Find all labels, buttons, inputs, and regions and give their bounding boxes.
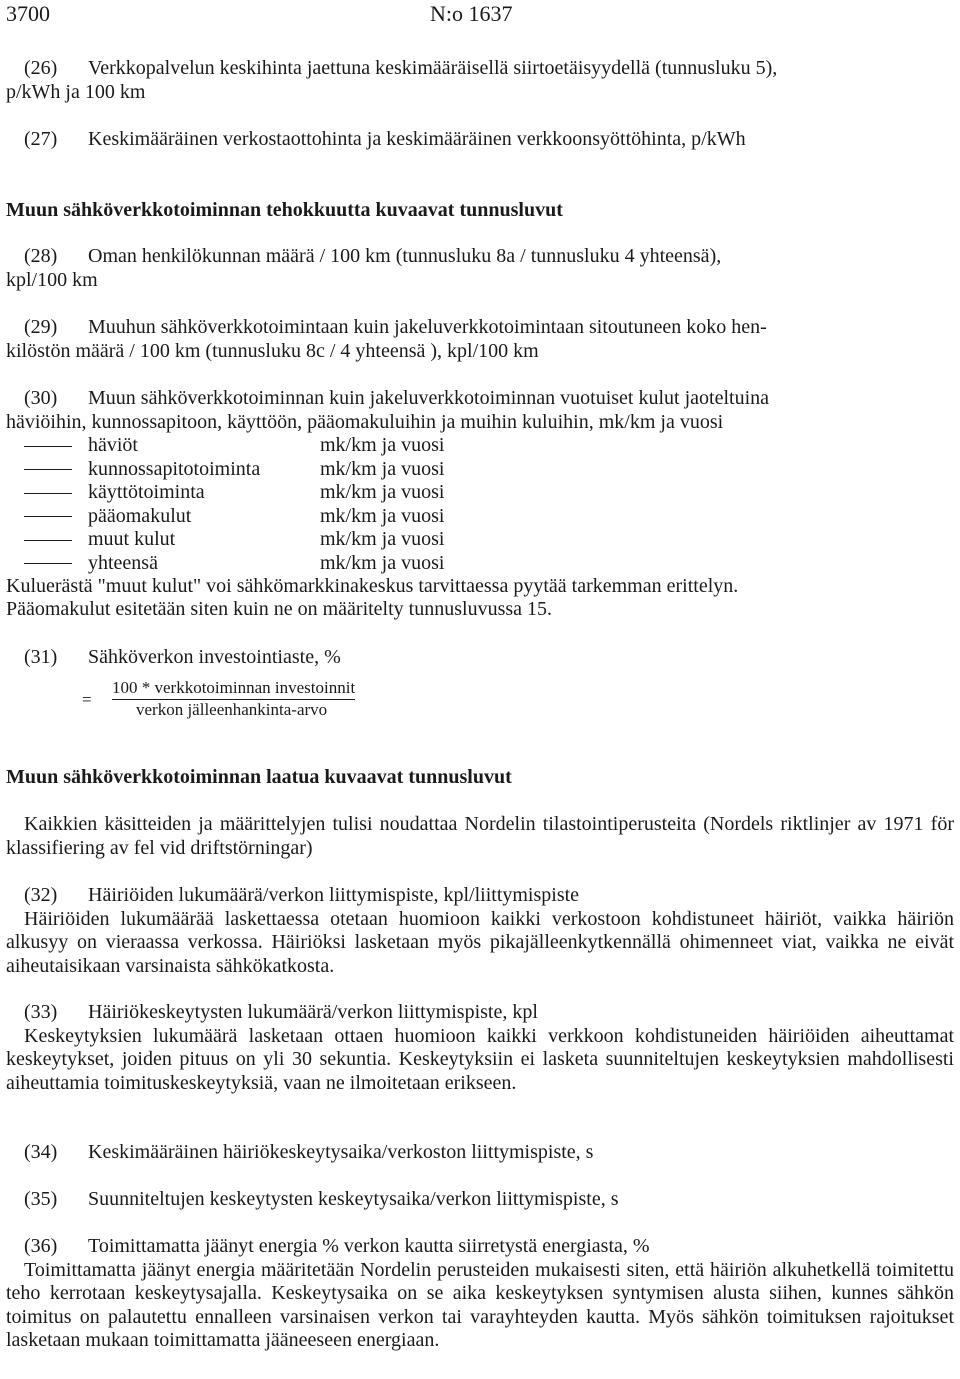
item-body: Häiriöiden lukumäärää laskettaessa otetaan huomioon kaikki verkostoon kohdistuneet häiriöt, vaikka häiriön alkusyy on vieraassa verkossa. Häiriöksi lasketaan myös pikajälleenkytkennällä ohimenneet viat, vaikka ne eivät aiheutaisikaan varsinaista sähkökatkosta. bbox=[6, 907, 954, 977]
item-text: Häiriöiden lukumäärä/verkon liittymispiste, kpl/liittymispiste bbox=[88, 884, 580, 906]
cost-unit: mk/km ja vuosi bbox=[320, 528, 445, 550]
formula-numerator: 100 * verkkotoiminnan investoinnit bbox=[112, 678, 355, 700]
item-27 bbox=[6, 128, 954, 152]
cost-unit: mk/km ja vuosi bbox=[320, 457, 445, 480]
cost-term: yhteensä bbox=[88, 551, 158, 574]
item-text: Häiriökeskeytysten lukumäärä/verkon liittymispiste, kpl bbox=[88, 1001, 538, 1023]
item-number: (31) bbox=[24, 646, 58, 668]
dash-marker bbox=[24, 469, 72, 470]
cost-unit: mk/km ja vuosi bbox=[320, 551, 445, 574]
cost-term: muut kulut bbox=[88, 528, 176, 550]
item-body: Toimittamatta jäänyt energia määritetään Nordelin perusteiden mukaisesti siten, että häiriön alkuhetkellä toimitettu teho kerrotaan keskeytysajalla. Keskeytysaika on se aika keskeytyksen syntymisen alusta siihen, kunnes sähkön toimitus on palautettu ennalleen varsinaisen verkon tai varayhteyden kautta. Myös sähkön toimituksen rajoitukset lasketaan mukaan toimittamatta jääneeseen energiaan. bbox=[6, 1258, 954, 1351]
list-item bbox=[6, 552, 954, 576]
item-text: Oman henkilökunnan määrä / 100 km (tunnusluku 8a / tunnusluku 4 yhteensä), bbox=[88, 245, 722, 267]
dash-marker bbox=[24, 563, 72, 564]
item-text-continuation: kilöstön määrä / 100 km (tunnusluku 8c / 4 yhteensä ), kpl/100 km bbox=[6, 339, 539, 362]
list-item bbox=[6, 481, 954, 505]
item-text: Verkkopalvelun keskihinta jaettuna keskimääräisellä siirtoetäisyydellä (tunnusluku 5), bbox=[88, 57, 778, 79]
item-number: (35) bbox=[24, 1188, 58, 1210]
page-number: 3700 bbox=[6, 1, 50, 26]
cost-term: häviöt bbox=[88, 434, 138, 456]
item-number: (36) bbox=[24, 1235, 58, 1257]
item-32 bbox=[6, 884, 954, 978]
item-34 bbox=[6, 1141, 954, 1165]
cost-term: kunnossapitotoiminta bbox=[88, 457, 261, 480]
cost-unit: mk/km ja vuosi bbox=[320, 504, 445, 527]
cost-list bbox=[6, 434, 954, 575]
list-item bbox=[6, 505, 954, 529]
item-36 bbox=[6, 1235, 954, 1353]
formula-equals: = bbox=[82, 690, 92, 709]
formula-denominator: verkon jälleenhankinta-arvo bbox=[136, 700, 328, 719]
section-heading-efficiency: Muun sähköverkkotoiminnan tehokkuutta kuvaavat tunnusluvut bbox=[6, 199, 563, 221]
dash-marker bbox=[24, 446, 72, 447]
cost-term: käyttötoiminta bbox=[88, 481, 205, 503]
item-number: (26) bbox=[24, 57, 58, 79]
item-31 bbox=[6, 646, 954, 670]
item-26 bbox=[6, 57, 954, 104]
item-text: Muun sähköverkkotoiminnan kuin jakeluverkkotoiminnan vuotuiset kulut jaoteltuina bbox=[88, 387, 770, 409]
list-item bbox=[6, 458, 954, 482]
item-28 bbox=[6, 245, 954, 292]
item-text: Sähköverkon investointiaste, % bbox=[88, 646, 341, 668]
item-number: (33) bbox=[24, 1001, 58, 1023]
item-number: (29) bbox=[24, 316, 58, 338]
dash-marker bbox=[24, 540, 72, 541]
item-33 bbox=[6, 1001, 954, 1095]
quality-intro: Kaikkien käsitteiden ja määrittelyjen tulisi noudattaa Nordelin tilastointiperusteita (Nordels riktlinjer av 1971 för klassifiering av fel vid driftstörningar) bbox=[6, 813, 954, 859]
list-item bbox=[6, 528, 954, 552]
section-heading-quality: Muun sähköverkkotoiminnan laatua kuvaavat tunnusluvut bbox=[6, 766, 512, 788]
item-body: Keskeytyksien lukumäärä lasketaan ottaen huomioon kaikki verkkoon kohdistuneiden häiriöiden aiheuttamat keskeytykset, joiden pituus on yli 30 sekuntia. Keskeytyksiin ei lasketa suunniteltujen keskeytyksien mahdollisesti aiheuttamia toimituskeskeytyksiä, vaan ne ilmoitetaan erikseen. bbox=[6, 1024, 954, 1094]
item-text: Suunniteltujen keskeytysten keskeytysaika/verkon liittymispiste, s bbox=[88, 1188, 619, 1210]
item-number: (28) bbox=[24, 245, 58, 267]
item-number: (32) bbox=[24, 884, 58, 906]
item-text: Keskimääräinen häiriökeskeytysaika/verkoston liittymispiste, s bbox=[88, 1141, 594, 1163]
item-text: Toimittamatta jäänyt energia % verkon kautta siirretystä energiasta, % bbox=[88, 1235, 650, 1257]
dash-marker bbox=[24, 493, 72, 494]
item-30-note-1: Kuluerästä "muut kulut" voi sähkömarkkinakeskus tarvittaessa pyytää tarkemman erittelyn. bbox=[6, 575, 739, 597]
issue-number: N:o 1637 bbox=[430, 1, 513, 26]
cost-unit: mk/km ja vuosi bbox=[320, 434, 445, 456]
item-number: (27) bbox=[24, 128, 58, 150]
dash-marker bbox=[24, 516, 72, 517]
item-text-continuation: p/kWh ja 100 km bbox=[6, 80, 146, 103]
item-35 bbox=[6, 1188, 954, 1212]
cost-unit: mk/km ja vuosi bbox=[320, 481, 445, 503]
item-text-continuation: kpl/100 km bbox=[6, 268, 98, 291]
item-number: (30) bbox=[24, 387, 58, 409]
item-text: Muuhun sähköverkkotoimintaan kuin jakeluverkkotoimintaan sitoutuneen koko hen- bbox=[88, 316, 767, 338]
cost-term: pääomakulut bbox=[88, 504, 192, 527]
item-30 bbox=[6, 387, 954, 434]
item-text-continuation: häviöihin, kunnossapitoon, käyttöön, pääomakuluihin ja muihin kuluihin, mk/km ja vuosi bbox=[6, 410, 724, 433]
item-29 bbox=[6, 316, 954, 363]
item-number: (34) bbox=[24, 1141, 58, 1163]
item-30-note-2: Pääomakulut esitetään siten kuin ne on määritelty tunnusluvussa 15. bbox=[6, 598, 553, 620]
item-text: Keskimääräinen verkostaottohinta ja keskimääräinen verkkoonsyöttöhinta, p/kWh bbox=[88, 128, 746, 150]
list-item bbox=[6, 434, 954, 458]
